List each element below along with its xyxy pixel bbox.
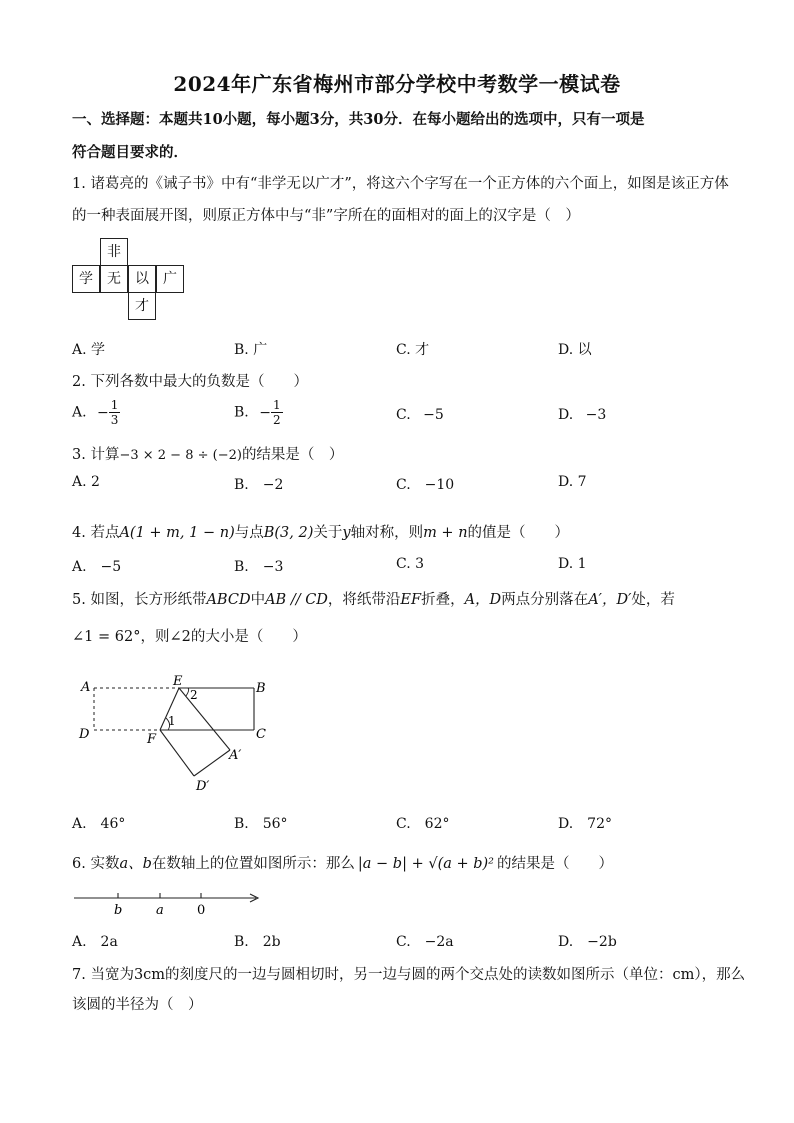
- q2-option-b-denominator: 2: [272, 413, 281, 427]
- q4-mid: 与点: [234, 525, 264, 541]
- q5-option-c[interactable]: C. 62°: [396, 816, 450, 832]
- net-cell-fei: 非: [100, 238, 128, 266]
- q2-option-b-numerator: 1: [272, 398, 281, 412]
- q4-point-b: B(3, 2): [263, 525, 314, 541]
- q5-text-g: ，则∠2的大小是（ ）: [140, 629, 307, 645]
- q5-label-a: A: [81, 680, 91, 695]
- q6-label-a: a: [156, 903, 164, 918]
- q7-stem-line1: 7. 当宽为3cm的刻度尺的一边与圆相切时，另一边与圆的两个交点处的读数如图所示（单位：cm），那么: [72, 967, 746, 983]
- q5-fold-line: EF: [400, 592, 422, 608]
- q6-mid: 在数轴上的位置如图所示：那么: [151, 856, 355, 872]
- cube-net: [72, 238, 192, 328]
- q6-option-b[interactable]: B. 2b: [234, 934, 281, 950]
- q2-option-d[interactable]: [558, 407, 606, 423]
- q6-label-b: b: [114, 903, 123, 918]
- q4-mid3: 轴对称，则: [350, 525, 424, 541]
- q5-text-c: ，将纸带沿: [327, 592, 401, 608]
- q1-option-b[interactable]: B. 广: [234, 342, 268, 358]
- q5-label-f: F: [147, 732, 157, 747]
- q5-option-d[interactable]: D. 72°: [558, 816, 612, 832]
- q2-option-b-fraction: [271, 398, 283, 427]
- q4-axis: y: [342, 525, 351, 541]
- q4-option-c[interactable]: C. 3: [396, 556, 425, 572]
- q6-suffix: 的结果是（ ）: [496, 856, 613, 872]
- q5-text-e: 两点分别落在: [501, 592, 589, 608]
- q6-prefix: 6. 实数: [72, 856, 120, 872]
- q5-stem-line1: [72, 588, 675, 609]
- q5-text-b: 中: [250, 592, 266, 608]
- q5-stem-line2: [72, 625, 307, 646]
- q2-option-a-fraction: [109, 398, 121, 427]
- q5-label-d-prime: D′: [196, 779, 210, 794]
- q3-suffix: 的结果是（ ）: [241, 447, 344, 463]
- q5-figure: [72, 668, 272, 798]
- page-title: 2024年广东省梅州市部分学校中考数学一模试卷: [173, 72, 621, 96]
- q4-prefix: 4. 若点: [72, 525, 120, 541]
- q2-option-a[interactable]: [72, 398, 120, 427]
- q6-stem: [72, 852, 613, 873]
- q4-mid2: 关于: [313, 525, 343, 541]
- q2-option-d-label: D.: [558, 407, 574, 423]
- net-cell-yi: 以: [128, 265, 156, 293]
- q5-line-fd2: [160, 730, 194, 776]
- q1-option-a[interactable]: A. 学: [72, 342, 106, 358]
- q5-label-1: 1: [168, 714, 176, 728]
- q5-angle2-arc: [186, 688, 189, 696]
- q4-option-d[interactable]: D. 1: [558, 556, 587, 572]
- q3-stem: [72, 443, 343, 464]
- q2-option-a-label: A.: [72, 404, 87, 421]
- q5-text-a: 5. 如图，长方形纸带: [72, 592, 207, 608]
- net-cell-guang: 广: [156, 265, 184, 293]
- q2-option-c-value: −5: [423, 407, 444, 423]
- q5-option-a[interactable]: A. 46°: [72, 816, 126, 832]
- q6-label-0: 0: [197, 903, 206, 918]
- q4-stem: [72, 521, 569, 542]
- q5-parallel: AB // CD: [265, 592, 328, 608]
- q5-options: [72, 813, 752, 833]
- q6-option-d[interactable]: D. −2b: [558, 934, 617, 950]
- q6-number-line: [72, 888, 272, 920]
- q1-stem-line1: 1. 诸葛亮的《诫子书》中有“非学无以广才”，将这六个字写在一个正方体的六个面上，如图是该正方体: [72, 176, 729, 192]
- q7-stem-line2: 该圆的半径为（ ）: [72, 997, 203, 1013]
- q6-option-c[interactable]: C. −2a: [396, 934, 454, 950]
- q2-option-d-value: −3: [585, 407, 607, 423]
- q3-option-a[interactable]: A. 2: [72, 474, 100, 490]
- q4-option-b[interactable]: B. −3: [234, 559, 284, 575]
- section-heading-line1: 一、选择题：本题共10小题，每小题3分，共30分．在每小题给出的选项中，只有一项是: [72, 111, 645, 128]
- q5-prime-points: A′，D′: [588, 592, 632, 608]
- q5-label-b: B: [256, 681, 266, 696]
- q4-expression: m + n: [423, 525, 468, 541]
- q3-option-c[interactable]: C. −10: [396, 477, 455, 493]
- q6-options: [72, 931, 752, 951]
- q3-expression: −3 × 2 − 8 ÷ (−2): [119, 448, 242, 463]
- q5-label-a-prime: A′: [229, 748, 242, 763]
- q2-option-b[interactable]: [234, 398, 283, 427]
- net-cell-xue: 学: [72, 265, 100, 293]
- net-cell-wu: 无: [100, 265, 128, 293]
- q4-point-a: A(1 + m, 1 − n): [119, 525, 235, 541]
- q5-text-f: 处，若: [631, 592, 675, 608]
- q6-option-a[interactable]: A. 2a: [72, 934, 118, 950]
- q2-option-b-label: B.: [234, 404, 249, 421]
- q5-label-e: E: [173, 674, 183, 689]
- q3-option-d[interactable]: D. 7: [558, 474, 587, 490]
- q1-option-d[interactable]: D. 以: [558, 342, 592, 358]
- q4-suffix: 的值是（ ）: [467, 525, 570, 541]
- q5-points-ad: A，D: [464, 592, 502, 608]
- q5-line-d2a2: [194, 750, 230, 776]
- q5-rect: ABCD: [206, 592, 251, 608]
- section-heading-line2: 符合题目要求的．: [72, 144, 188, 161]
- q5-option-b[interactable]: B. 56°: [234, 816, 288, 832]
- q1-stem-line2: 的一种表面展开图，则原正方体中与“非”字所在的面相对的面上的汉字是（ ）: [72, 208, 580, 224]
- q5-line-ea2: [179, 688, 230, 750]
- q2-option-a-sign: −: [97, 404, 109, 421]
- q2-stem: 2. 下列各数中最大的负数是（ ）: [72, 374, 308, 390]
- q2-option-b-sign: −: [259, 404, 271, 421]
- q2-option-c-label: C.: [396, 407, 411, 423]
- q4-options: [72, 556, 752, 576]
- q5-label-c: C: [256, 727, 266, 742]
- q3-options: [72, 474, 752, 494]
- q2-option-a-numerator: 1: [110, 398, 119, 412]
- q2-option-a-denominator: 3: [110, 413, 119, 427]
- q3-option-b[interactable]: B. −2: [234, 477, 284, 493]
- q6-expression: |a − b| + √(a + b)²: [357, 856, 494, 872]
- q5-text-d: 折叠，: [421, 592, 465, 608]
- q1-options: [72, 339, 752, 359]
- q2-options: [72, 398, 752, 434]
- q2-option-c[interactable]: [396, 407, 444, 423]
- q4-option-a[interactable]: A. −5: [72, 559, 122, 575]
- q5-label-d: D: [79, 727, 90, 742]
- q5-label-2: 2: [190, 688, 198, 702]
- q3-prefix: 3. 计算: [72, 447, 120, 463]
- q5-angle1: ∠1 = 62°: [72, 629, 141, 645]
- net-cell-cai: 才: [128, 292, 156, 320]
- q6-vars: a、b: [119, 856, 152, 872]
- q1-option-c[interactable]: C. 才: [396, 342, 430, 358]
